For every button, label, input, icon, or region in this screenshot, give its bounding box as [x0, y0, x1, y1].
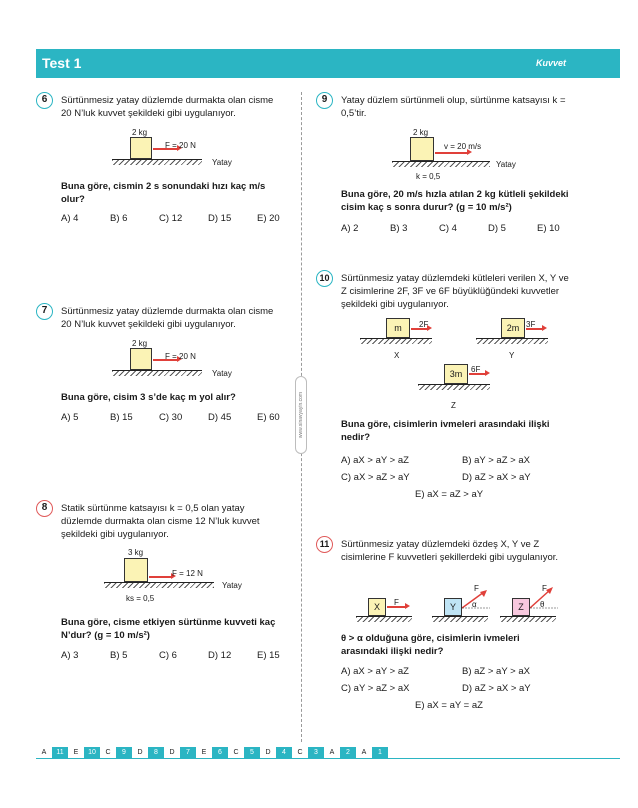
test-title: Test 1: [42, 55, 82, 71]
block: [130, 137, 152, 159]
question-number: 6: [36, 92, 53, 109]
floor-x: [360, 338, 432, 344]
question-number: 11: [316, 536, 333, 553]
force-label-z: F: [542, 584, 547, 593]
angle-label-z: θ: [540, 600, 545, 609]
angle-label-y: α: [472, 600, 477, 609]
question-text: Sürtünmesiz yatay düzlemde durmakta olan cisme 20 N’luk kuvvet şekildeki gibi uygulanıyor.: [61, 95, 274, 119]
choice-d[interactable]: D) aZ > aX > aY: [462, 472, 531, 483]
floor: [112, 159, 202, 165]
choice-d[interactable]: D) 5: [488, 223, 506, 234]
friction-coefficient: ks = 0,5: [126, 594, 155, 603]
mass-label: 2 kg: [132, 128, 148, 137]
choice-a[interactable]: A) aX > aY > aZ: [341, 666, 409, 677]
question-text: Sürtünmesiz yatay düzlemdeki özdeş X, Y ve Z cisimlerine F kuvvetleri şekillerdeki gibi uygulanıyor.: [341, 539, 559, 563]
choice-e[interactable]: E) 60: [257, 412, 280, 423]
answer-choices: [61, 411, 306, 424]
test-header: [36, 49, 620, 78]
question-number: 10: [316, 270, 333, 287]
question-text: Sürtünmesiz yatay düzlemdeki kütleleri verilen X, Y ve Z cisimlerine 2F, 3F ve 6F büyüklüğündeki kuvvetler şekildeki gibi uygulanıyor.: [341, 273, 569, 310]
choice-a[interactable]: A) aX > aY > aZ: [341, 455, 409, 466]
choice-b[interactable]: B) 15: [110, 412, 133, 423]
choice-b[interactable]: B) 5: [110, 650, 128, 661]
body-name-y: Y: [509, 351, 515, 360]
answer-choices: [341, 222, 586, 235]
answer-choices: [61, 649, 306, 662]
choice-c[interactable]: C) 4: [439, 223, 457, 234]
block-x: X: [368, 598, 386, 616]
question-9: [316, 92, 596, 237]
footer-rule: [36, 758, 620, 759]
question-number: 9: [316, 92, 333, 109]
choice-c[interactable]: C) 30: [159, 412, 183, 423]
mass-label: 2 kg: [413, 128, 429, 137]
force-label: F = 20 N: [165, 141, 196, 150]
choice-a[interactable]: A) 5: [61, 412, 79, 423]
choice-c[interactable]: C) aX > aZ > aY: [341, 472, 410, 483]
velocity-label: v = 20 m/s: [444, 142, 482, 151]
choice-b[interactable]: B) aZ > aY > aX: [462, 666, 530, 677]
choice-a[interactable]: A) 2: [341, 223, 359, 234]
question-11: [316, 536, 616, 721]
block-z: Z: [512, 598, 530, 616]
choice-d[interactable]: D) 12: [208, 650, 232, 661]
body-name-x: X: [394, 351, 400, 360]
block: [124, 558, 148, 582]
question-number: 7: [36, 303, 53, 320]
question-prompt: Buna göre, cisim 3 s’de kaç m yol alır?: [61, 392, 236, 403]
body-name-z: Z: [451, 401, 456, 410]
floor: [104, 582, 214, 588]
subject-label: Kuvvet: [535, 58, 566, 68]
force-label-z: 6F: [471, 365, 481, 374]
floor-z: [500, 616, 556, 622]
choice-d[interactable]: D) 15: [208, 213, 232, 224]
surface-label: Yatay: [496, 160, 516, 169]
question-6: [36, 92, 286, 232]
block: [410, 137, 434, 161]
surface-label: Yatay: [212, 369, 232, 378]
question-prompt: Buna göre, cisimlerin ivmeleri arasındaki ilişki nedir?: [341, 419, 550, 443]
answer-key-strip: A 11 E 10 C 9 D 8 D 7 E 6 C 5 D 4 C 3 A 2 A 1: [36, 747, 388, 758]
force-label-x: F: [394, 598, 399, 607]
question-10: [316, 270, 616, 505]
question-number: 8: [36, 500, 53, 517]
answer-choices: [61, 212, 306, 225]
choice-b[interactable]: B) 3: [390, 223, 408, 234]
block: [130, 348, 152, 370]
floor-x: [356, 616, 412, 622]
force-label-x: 2F: [419, 320, 429, 329]
force-label: F = 20 N: [165, 352, 196, 361]
choice-c[interactable]: C) 12: [159, 213, 183, 224]
block-z: 3m: [444, 364, 468, 384]
block-y: Y: [444, 598, 462, 616]
block-x: m: [386, 318, 410, 338]
mass-label: 2 kg: [132, 339, 148, 348]
floor: [392, 161, 490, 167]
question-7: [36, 303, 286, 433]
choice-b[interactable]: B) aY > aZ > aX: [462, 455, 530, 466]
mass-label: 3 kg: [128, 548, 144, 557]
watermark: www.sinavyayin.com: [295, 376, 307, 454]
floor-y: [476, 338, 548, 344]
choice-d[interactable]: D) 45: [208, 412, 232, 423]
choice-b[interactable]: B) 6: [110, 213, 128, 224]
question-text: Yatay düzlem sürtünmeli olup, sürtünme katsayısı k = 0,5’tir.: [341, 95, 566, 119]
floor-y: [432, 616, 488, 622]
block-y: 2m: [501, 318, 525, 338]
choice-c[interactable]: C) aY > aZ > aX: [341, 683, 410, 694]
force-label-y: 3F: [526, 320, 536, 329]
choice-a[interactable]: A) 3: [61, 650, 79, 661]
question-prompt: Buna göre, cismin 2 s sonundaki hızı kaç m/s olur?: [61, 181, 266, 205]
friction-coefficient: k = 0,5: [416, 172, 441, 181]
question-text: Sürtünmesiz yatay düzlemde durmakta olan cisme 20 N’luk kuvvet şekildeki gibi uygulanıyor.: [61, 306, 274, 330]
surface-label: Yatay: [222, 581, 242, 590]
choice-e[interactable]: E) 15: [257, 650, 280, 661]
choice-e[interactable]: E) aX = aZ > aY: [415, 489, 484, 500]
choice-a[interactable]: A) 4: [61, 213, 79, 224]
surface-label: Yatay: [212, 158, 232, 167]
choice-e[interactable]: E) 10: [537, 223, 560, 234]
floor: [112, 370, 202, 376]
question-8: [36, 500, 286, 665]
choice-c[interactable]: C) 6: [159, 650, 177, 661]
choice-e[interactable]: E) aX = aY = aZ: [415, 700, 483, 711]
choice-e[interactable]: E) 20: [257, 213, 280, 224]
question-prompt: Buna göre, cisme etkiyen sürtünme kuvveti kaç N’dur? (g = 10 m/s²): [61, 617, 276, 641]
question-prompt: Buna göre, 20 m/s hızla atılan 2 kg kütleli şekildeki cisim kaç s sonra durur? (g = 10 m/s²): [341, 189, 569, 213]
question-text: Statik sürtünme katsayısı k = 0,5 olan yatay düzlemde durmakta olan cisme 12 N’luk kuvvet şekildeki gibi uygulanıyor.: [61, 503, 260, 540]
floor-z: [418, 384, 490, 390]
force-label-y: F: [474, 584, 479, 593]
choice-d[interactable]: D) aZ > aX > aY: [462, 683, 531, 694]
force-arrow: [149, 576, 173, 578]
question-prompt: θ > α olduğuna göre, cisimlerin ivmeleri arasındaki ilişki nedir?: [341, 633, 520, 657]
force-label: F = 12 N: [172, 569, 203, 578]
